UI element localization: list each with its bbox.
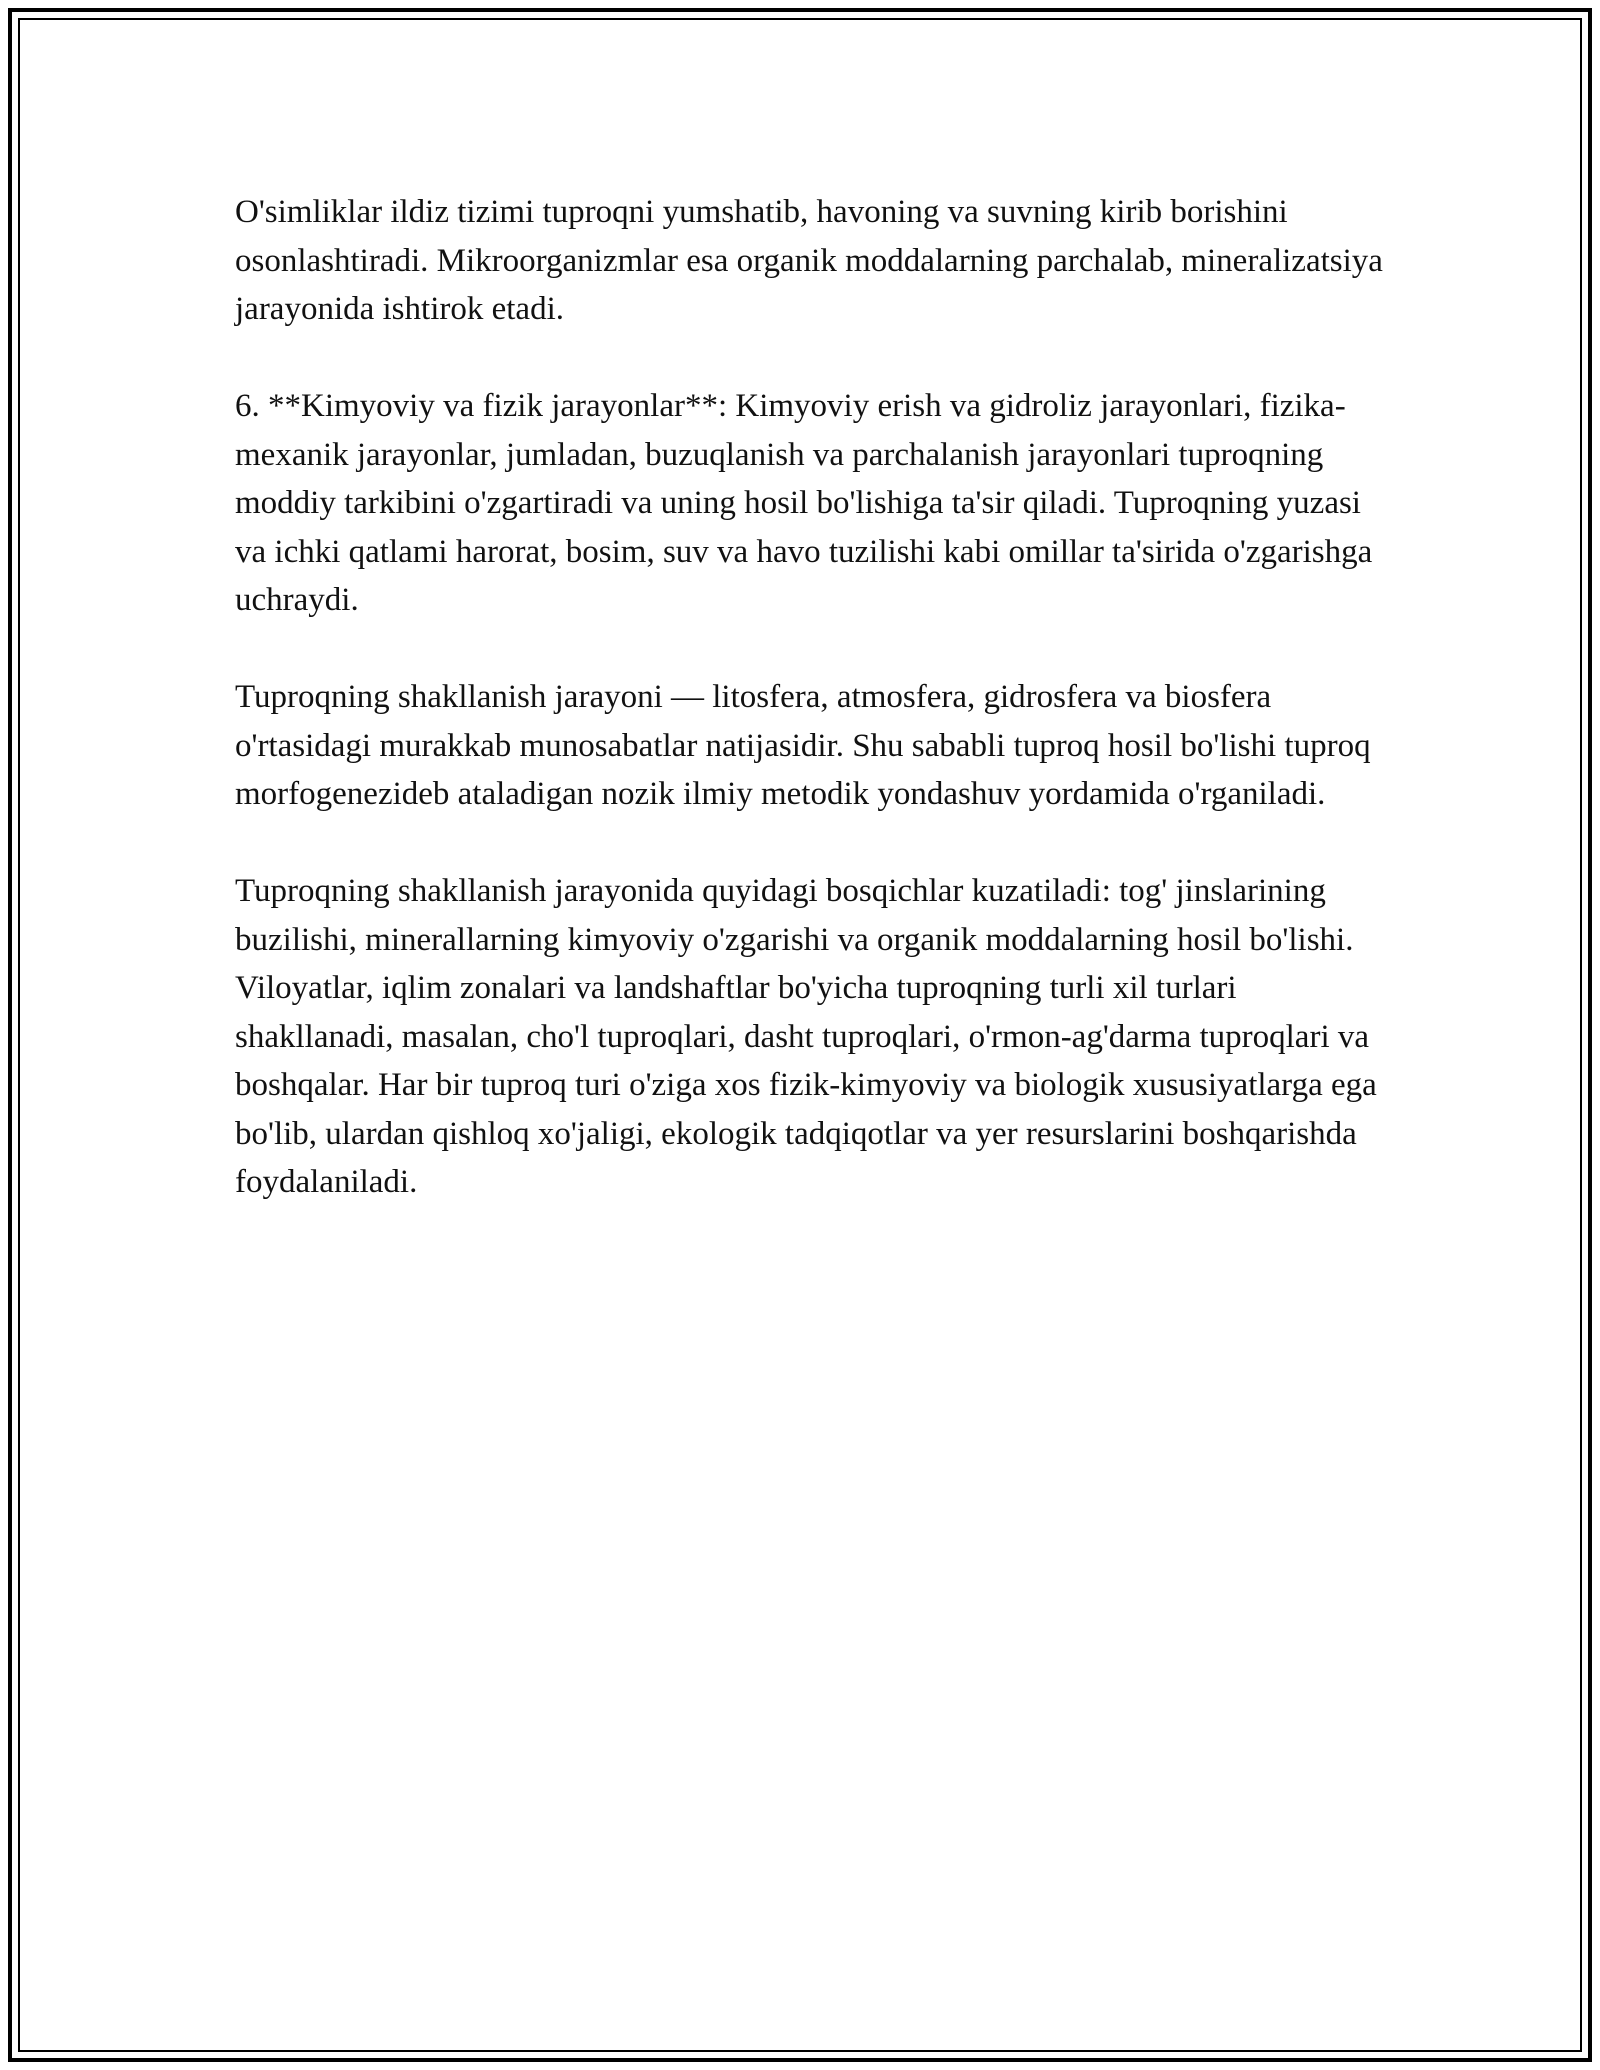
paragraph-plant-roots: O'simliklar ildiz tizimi tuproqni yumshatib, havoning va suvning kirib borishini osonlashtiradi. Mikroorganizmlar esa organik moddalarning parchalab, mineralizatsiya jarayonida ishtirok etadi. xyxy=(235,194,1383,327)
paragraph-soil-formation-process: Tuproqning shakllanish jarayoni — litosfera, atmosfera, gidrosfera va biosfera o'rtasidagi murakkab munosabatlar natijasidir. Shu sababli tuproq hosil bo'lishi tuproq morfogenezideb ataladigan nozik ilmiy metodik yondashuv yordamida o'rganiladi. xyxy=(235,679,1371,812)
paragraph-soil-formation-stages: Tuproqning shakllanish jarayonida quyidagi bosqichlar kuzatiladi: tog' jinslarining buzilishi, minerallarning kimyoviy o'zgarishi va organik moddalarning hosil bo'lishi. Viloyatlar, iqlim zonalari va landshaftlar bo'yicha tuproqning turli xil turlari shakllanadi, masalan, cho'l tuproqlari, dasht tuproqlari, o'rmon-ag'darma tuproqlari va boshqalar. Har bir tuproq turi o'ziga xos fizik-kimyoviy va biologik xususiyatlarga ega bo'lib, ulardan qishloq xo'jaligi, ekologik tadqiqotlar va yer resurslarini boshqarishda foydalaniladi. xyxy=(235,873,1377,1200)
paragraph-chemical-physical-processes: 6. **Kimyoviy va fizik jarayonlar**: Kimyoviy erish va gidroliz jarayonlari, fizika-mexanik jarayonlar, jumladan, buzuqlanish va parchalanish jarayonlari tuproqning moddiy tarkibini o'zgartiradi va uning hosil bo'lishiga ta'sir qiladi. Tuproqning yuzasi va ichki qatlami harorat, bosim, suv va havo tuzilishi kabi omillar ta'sirida o'zgarishga uchraydi. xyxy=(235,388,1373,618)
document-body xyxy=(235,188,1385,1255)
